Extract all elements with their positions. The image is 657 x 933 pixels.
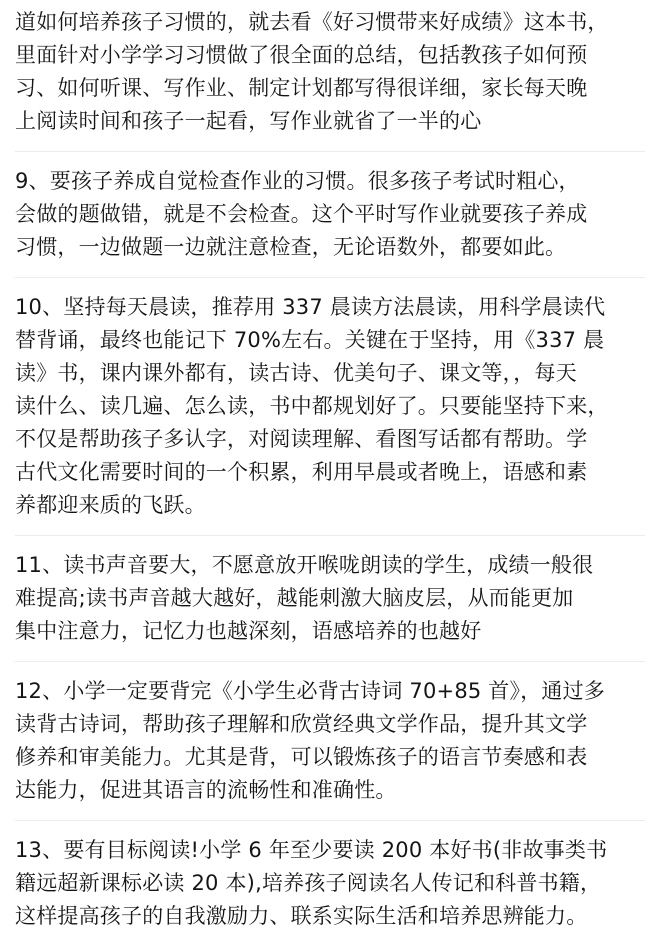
text-line: 籍远超新课标必读 20 本),培养孩子阅读名人传记和科普书籍， <box>15 871 602 895</box>
paragraph-item-13 <box>15 834 645 933</box>
text-line: 上阅读时间和孩子一起看，写作业就省了一半的心 <box>15 109 482 133</box>
text-line: 读什么、读几遍、怎么读，书中都规划好了。只要能坚持下来， <box>15 394 609 418</box>
paragraph-item-12 <box>15 675 645 807</box>
paragraph-item-10 <box>15 291 645 522</box>
text-line: 修养和审美能力。尤其是背，可以锻炼孩子的语言节奏感和表 <box>15 745 588 769</box>
text-line: 10、坚持每天晨读，推荐用 337 晨读方法晨读，用科学晨读代 <box>15 295 606 319</box>
paragraph-intro <box>15 6 645 138</box>
text-line: 达能力，促进其语言的流畅性和准确性。 <box>15 778 397 802</box>
text-line: 道如何培养孩子习惯的，就去看《好习惯带来好成绩》这本书， <box>15 10 609 34</box>
text-line: 9、要孩子养成自觉检查作业的习惯。很多孩子考试时粗心， <box>15 169 580 193</box>
text-line: 古代文化需要时间的一个积累，利用早晨或者晚上，语感和素 <box>15 460 588 484</box>
divider <box>15 535 645 536</box>
text-line: 替背诵，最终也能记下 70%左右。关键在于坚持，用《337 晨 <box>15 328 605 352</box>
text-line: 养都迎来质的飞跃。 <box>15 493 206 517</box>
text-line: 不仅是帮助孩子多认字，对阅读理解、看图写话都有帮助。学 <box>15 427 588 451</box>
divider <box>15 277 645 278</box>
divider <box>15 820 645 821</box>
paragraph-item-11 <box>15 549 645 648</box>
text-line: 会做的题做错，就是不会检查。这个平时写作业就要孩子养成 <box>15 202 588 226</box>
divider <box>15 661 645 662</box>
text-line: 12、小学一定要背完《小学生必背古诗词 70+85 首》，通过多 <box>15 679 606 703</box>
text-line: 13、要有目标阅读!小学 6 年至少要读 200 本好书(非故事类书 <box>15 838 608 862</box>
divider <box>15 151 645 152</box>
text-line: 习、如何听课、写作业、制定计划都写得很详细，家长每天晚 <box>15 76 588 100</box>
text-line: 难提高;读书声音越大越好，越能刺激大脑皮层，从而能更加 <box>15 586 574 610</box>
text-line: 里面针对小学学习习惯做了很全面的总结，包括教孩子如何预 <box>15 43 588 67</box>
text-line: 读》书，课内课外都有，读古诗、优美句子、课文等，，每天 <box>15 361 577 385</box>
text-line: 这样提高孩子的自我激励力、联系实际生活和培养思辨能力。 <box>15 904 588 928</box>
paragraph-item-9 <box>15 165 645 264</box>
text-line: 11、读书声音要大，不愿意放开喉咙朗读的学生，成绩一般很 <box>15 553 594 577</box>
text-line: 集中注意力，记忆力也越深刻，语感培养的也越好 <box>15 619 482 643</box>
text-line: 习惯，一边做题一边就注意检查，无论语数外，都要如此。 <box>15 235 567 259</box>
text-line: 读背古诗词，帮助孩子理解和欣赏经典文学作品，提升其文学 <box>15 712 588 736</box>
